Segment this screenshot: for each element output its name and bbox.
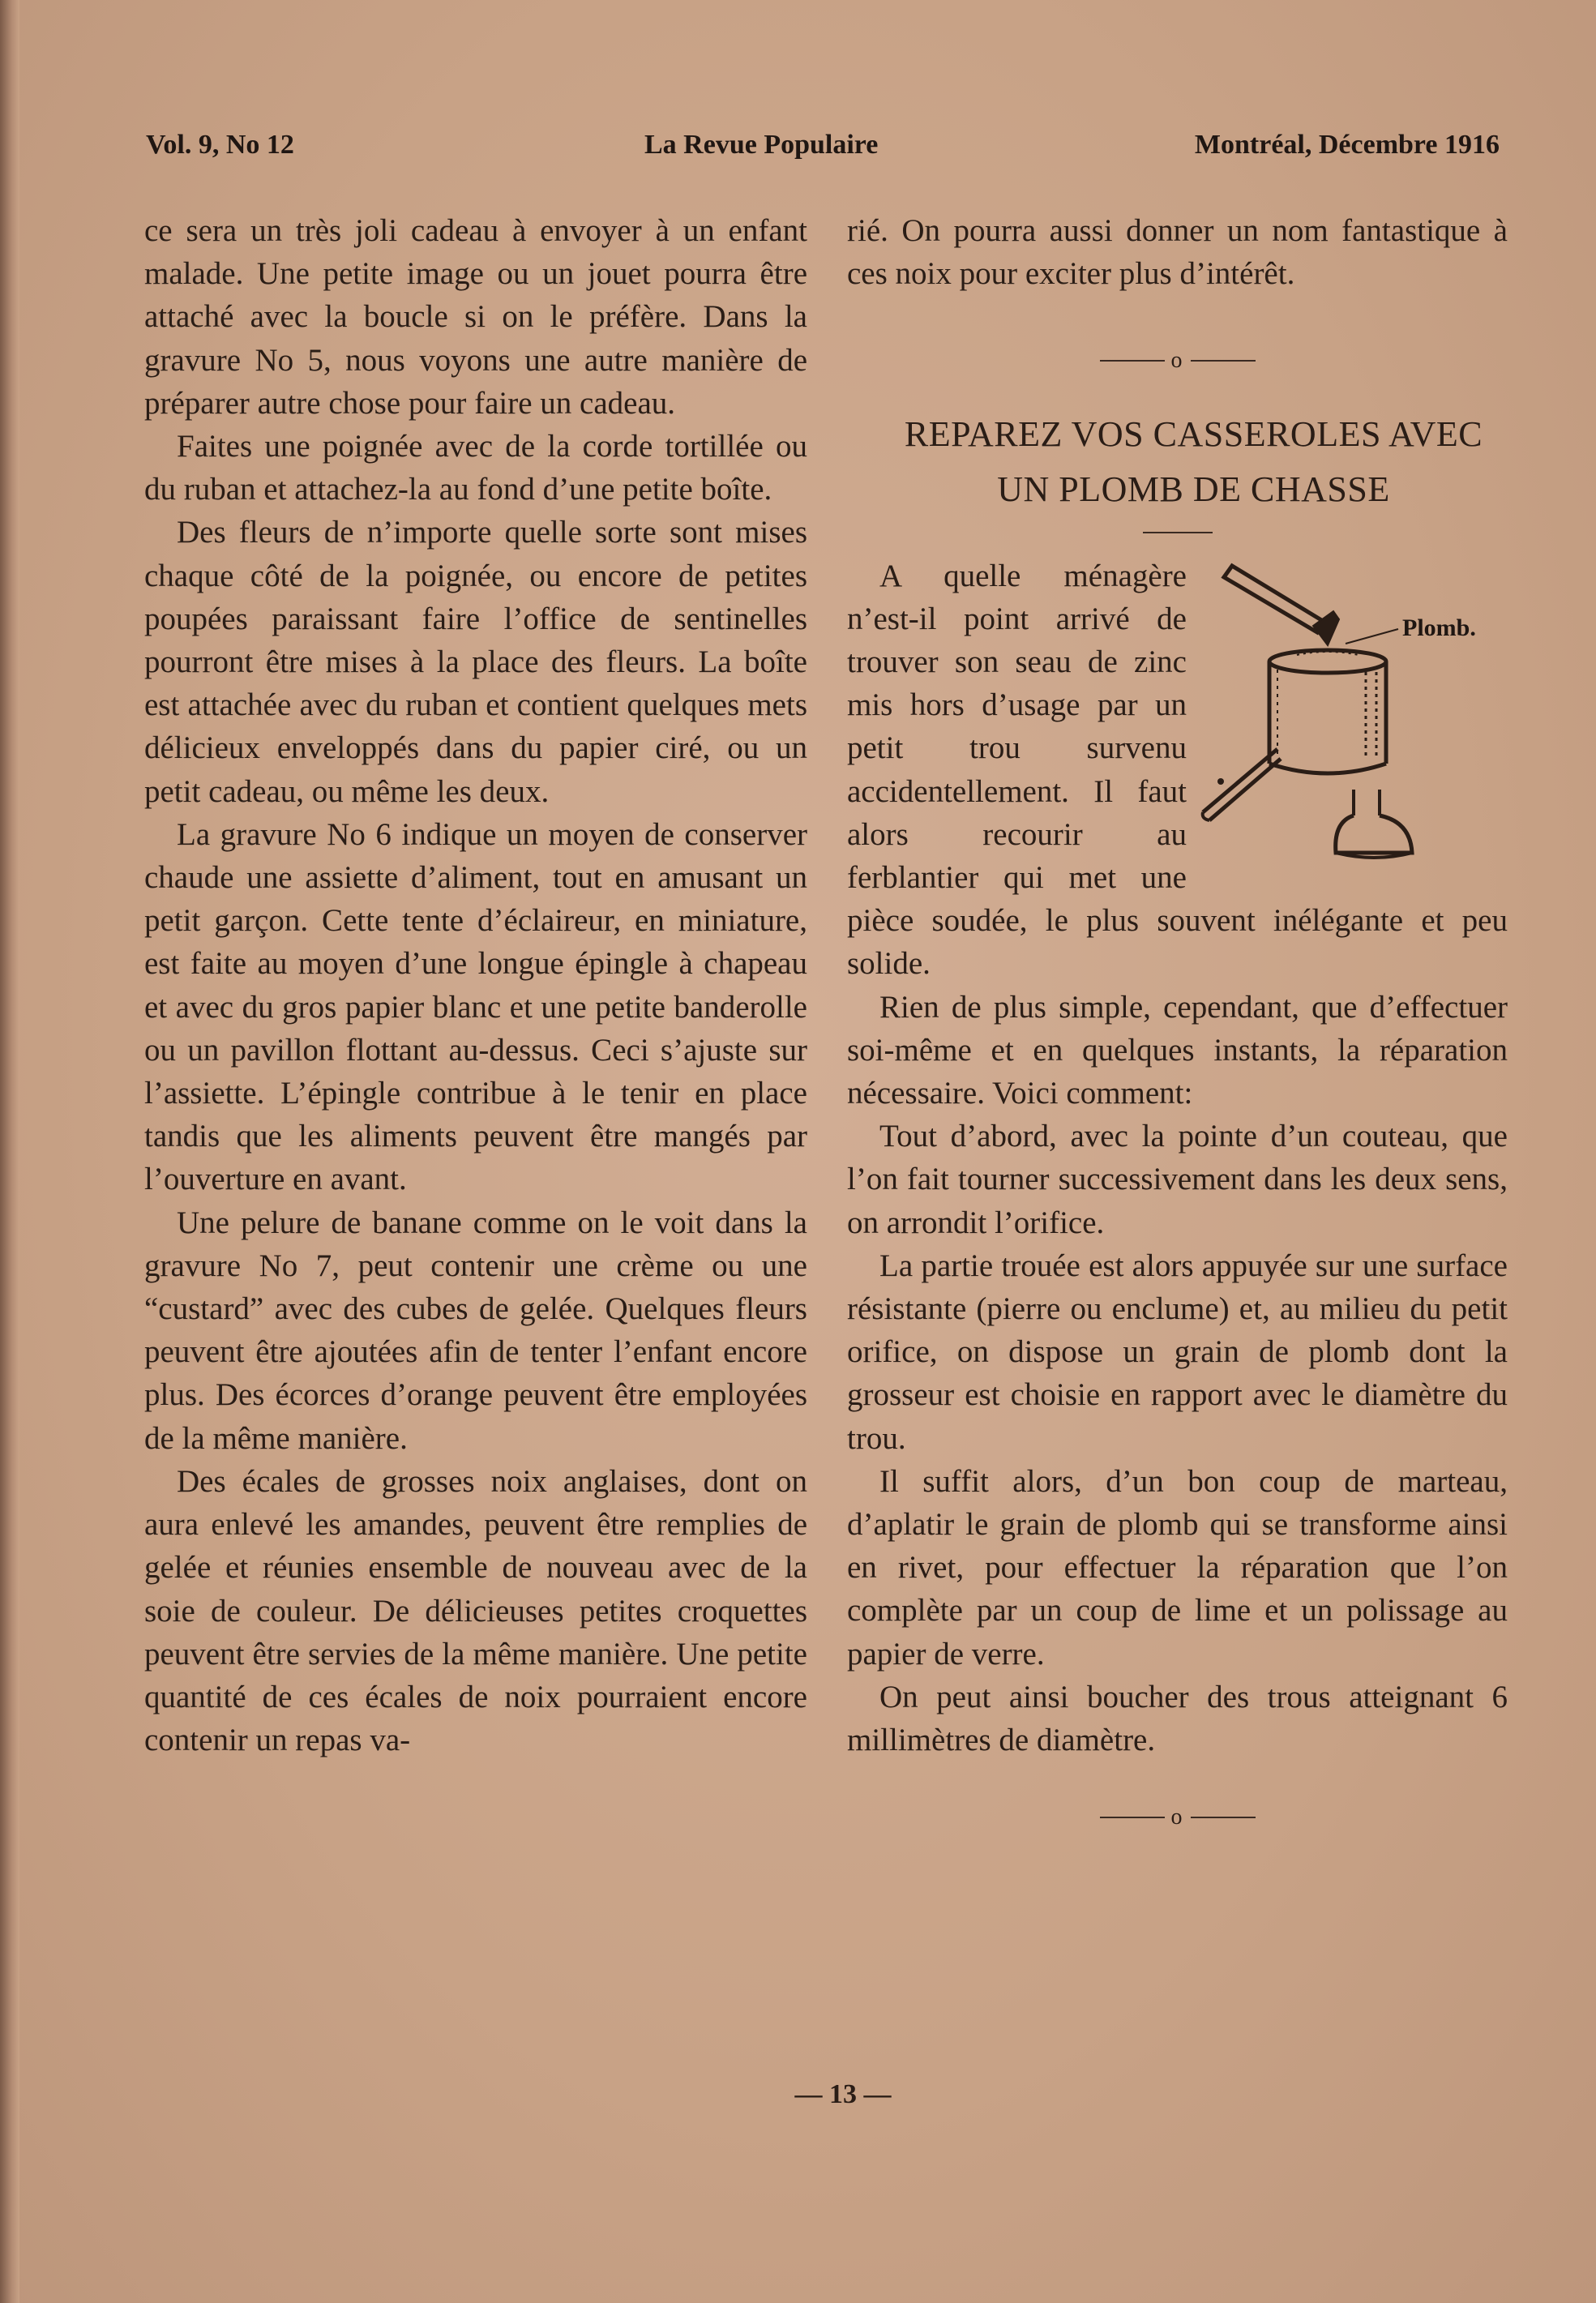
left-column — [144, 209, 807, 1761]
paragraph: La gravure No 6 indique un moyen de conserver chaude une assiette d’aliment, tout en amusant un petit garçon. Cette tente d’éclaireur, en miniature, est faite au moyen d’une longue épingle à chapeau et avec du gros papier blanc et une petite banderolle ou un pavillon flottant au-dessus. Ceci s’ajuste sur l’assiette. L’épingle contribue à le tenir en place tandis que les aliments peuvent être mangés par l’ouverture en avant. — [144, 816, 807, 1197]
paragraph: Rien de plus simple, cependant, que d’effectuer soi-même et en quelques instants, la réparation nécessaire. Voici comment: — [847, 989, 1508, 1111]
end-separator: o — [847, 1794, 1508, 1839]
paragraph: rié. On pourra aussi donner un nom fantastique à ces noix pour exciter plus d’intérêt. — [847, 213, 1508, 292]
paragraph: La partie trouée est alors appuyée sur une surface résistante (pierre ou enclume) et, au milieu du petit orifice, on dispose un grain de plomb dont la grosseur est choisie en rapport avec le diamètre du trou. — [847, 1248, 1508, 1456]
header-magazine-title: La Revue Populaire — [644, 130, 879, 160]
running-header — [146, 130, 1500, 170]
page-number: — 13 — — [794, 2079, 892, 2109]
title-rule — [1143, 532, 1213, 533]
paragraph: ce sera un très joli cadeau à envoyer à un enfant malade. Une petite image ou un jouet pourra être attaché avec la boucle si on le préfère. Dans la gravure No 5, nous voyons une autre manière de préparer autre chose pour faire un cadeau. — [144, 213, 807, 421]
paragraph: Faites une poignée avec de la corde tortillée ou du ruban et attachez-la au fond d’une petite boîte. — [144, 429, 807, 507]
paragraph: Des fleurs de n’importe quelle sorte sont mises chaque côté de la poignée, ou encore de petites poupées paraissant faire l’office de sentinelles pourront être mises à la place des fleurs. La boîte est attachée avec du ruban et contient quelques mets délicieux enveloppés dans du papier ciré, ou un petit cadeau, ou même les deux. — [144, 515, 807, 809]
paragraph: On peut ainsi boucher des trous atteignant 6 millimètres de diamètre. — [847, 1679, 1508, 1758]
section-separator: o — [847, 337, 1508, 382]
paragraph: Tout d’abord, avec la pointe d’un couteau, que l’on fait tourner successivement dans les deux sens, on arrondit l’orifice. — [847, 1119, 1508, 1240]
article-title-line1: REPAREZ VOS CASSEROLES AVEC — [904, 413, 1483, 454]
paragraph: A quelle ménagère n’est-il point arrivé de trouver son seau de zinc mis hors d’usage par un petit trou survenu accidentellement. Il faut alors recourir au ferblantier qui met une pièce soudée, le plus souvent inélégante et peu solide. — [847, 558, 1508, 982]
paragraph: Des écales de grosses noix anglaises, dont on aura enlevé les amandes, peuvent être remplies de gelée et réunies ensemble de nouveau avec de la soie de couleur. De délicieuses petites croquettes peuvent être servies de la même manière. Une petite quantité de ces écales de noix pourraient encore contenir un repas va- — [144, 1463, 807, 1758]
header-date: Montréal, Décembre 1916 — [1194, 130, 1500, 160]
bucket-repair-illustration — [1200, 554, 1516, 875]
paragraph: Une pelure de banane comme on le voit dans la gravure No 7, peut contenir une crème ou une “custard” avec des cubes de gelée. Quelques fleurs peuvent être ajoutées afin de tenter l’enfant encore plus. Des écorces d’orange peuvent être employées de la même manière. — [144, 1205, 807, 1456]
right-column — [847, 209, 1508, 1863]
page-binding-edge — [0, 0, 19, 2303]
header-volume: Vol. 9, No 12 — [146, 130, 294, 160]
paragraph: Il suffit alors, d’un bon coup de marteau, d’aplatir le grain de plomb qui se transforme ainsi en rivet, pour effectuer la réparation que l’on complète par un coup de lime et un polissage au papier de verre. — [847, 1463, 1508, 1672]
figure-label: Plomb. — [1402, 614, 1476, 641]
article-title-line2: UN PLOMB DE CHASSE — [997, 469, 1390, 509]
